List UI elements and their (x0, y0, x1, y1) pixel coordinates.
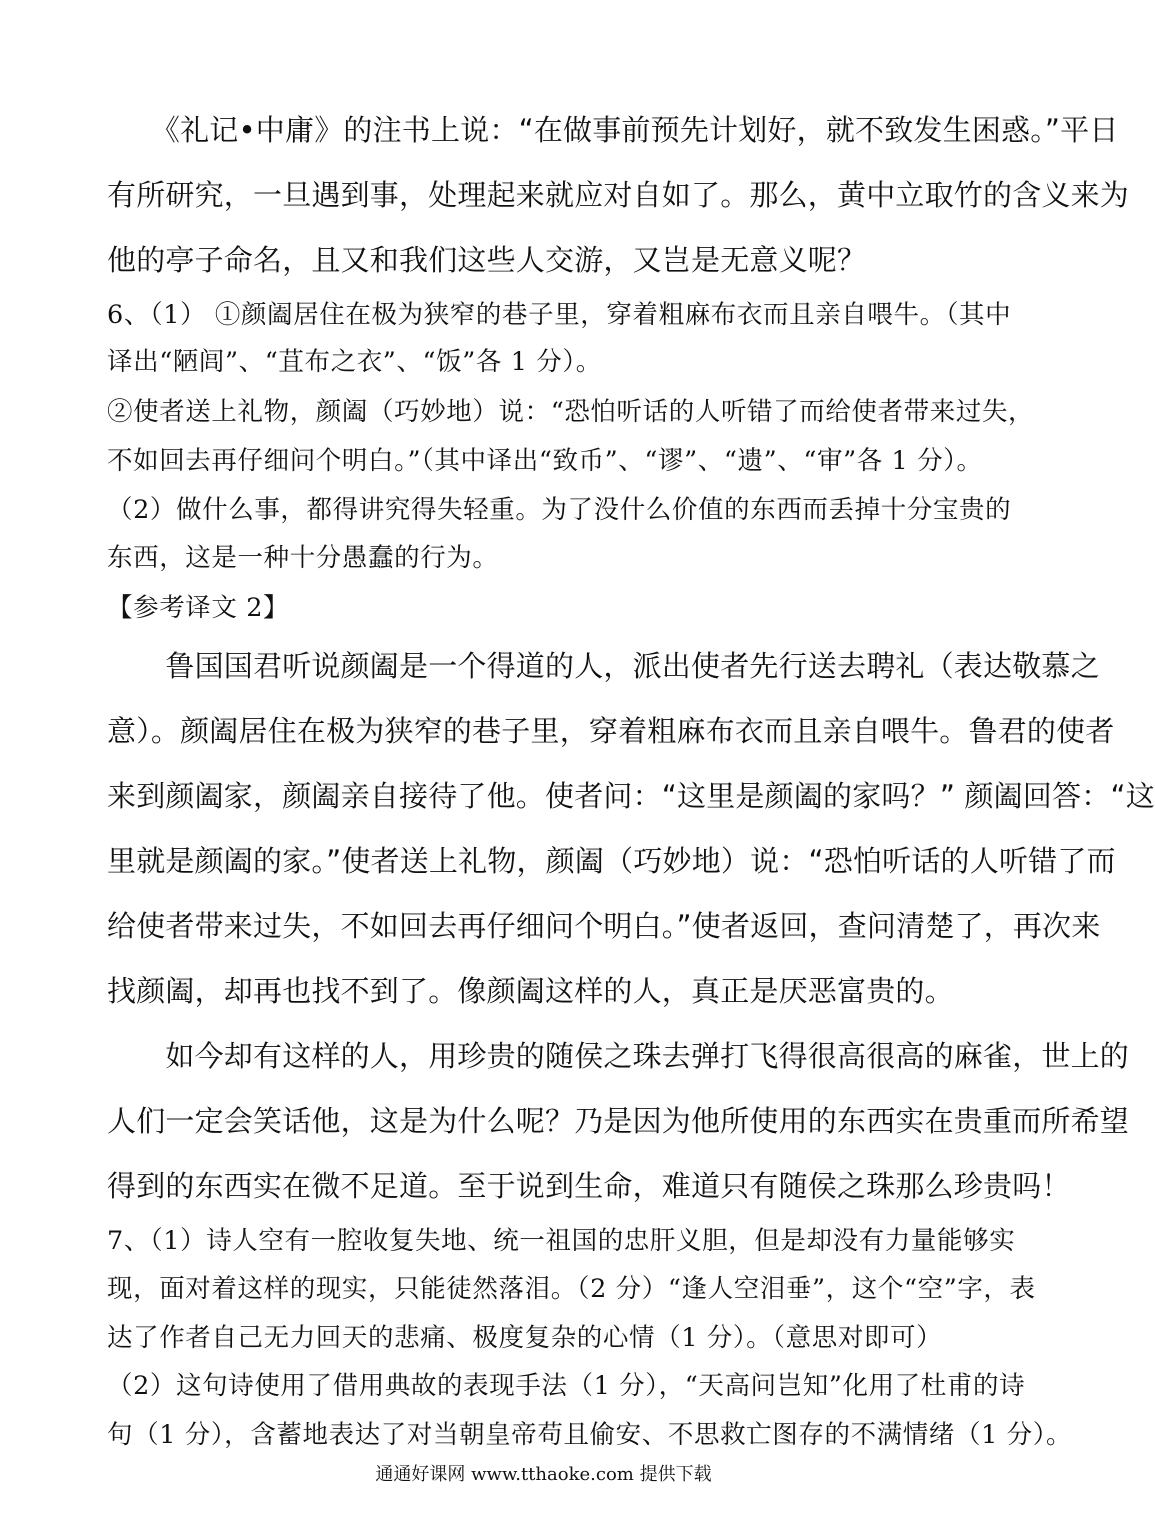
text-line: 人们一定会笑话他，这是为什么呢？乃是因为他所使用的东西实在贵重而所希望 (107, 1104, 1130, 1138)
text-line: （2）做什么事，都得讲究得失轻重。为了没什么价值的东西而丢掉十分宝贵的 (107, 495, 1012, 525)
text-line: 里就是颜阖的家。”使者送上礼物，颜阖（巧妙地）说：“恐怕听话的人听错了而 (107, 844, 1116, 878)
text-line: 得到的东西实在微不足道。至于说到生命，难道只有随侯之珠那么珍贵吗！ (107, 1169, 1071, 1203)
text-line: 译出“陋闾”、“苴布之衣”、“饭”各 1 分）。 (107, 347, 602, 377)
text-line: 句（1 分），含蓄地表达了对当朝皇帝苟且偷安、不思救亡图存的不满情绪（1 分）。 (107, 1420, 1073, 1450)
text-line: 找颜阖，却再也找不到了。像颜阖这样的人，真正是厌恶富贵的。 (107, 974, 954, 1008)
text-line: 6、（1） ①颜阖居住在极为狭窄的巷子里，穿着粗麻布衣而且亲自喂牛。（其中 (107, 300, 1012, 330)
section-heading: 【参考译文 2】 (107, 593, 290, 623)
text-line: 《礼记•中庸》的注书上说：“在做事前预先计划好，就不致发生困惑。”平日 (107, 113, 1119, 147)
text-line: 7、（1）诗人空有一腔收复失地、统一祖国的忠肝义胆，但是却没有力量能够实 (107, 1226, 1016, 1256)
text-line: 现，面对着这样的现实，只能徒然落泪。（2 分）“逢人空泪垂”，这个“空”字，表 (107, 1274, 1036, 1304)
text-line: 不如回去再仔细问个明白。”（其中译出“致币”、“谬”、“遗”、“审”各 1 分）。 (107, 446, 983, 476)
text-line: （2）这句诗使用了借用典故的表现手法（1 分），“天高问岂知”化用了杜甫的诗 (107, 1371, 1026, 1401)
page-footer: 通通好课网 www.tthaoke.com 提供下载 (375, 1464, 712, 1485)
text-line: 达了作者自己无力回天的悲痛、极度复杂的心情（1 分）。（意思对即可） (107, 1323, 943, 1353)
text-line: 东西，这是一种十分愚蠢的行为。 (107, 543, 499, 573)
text-line: 来到颜阖家，颜阖亲自接待了他。使者问：“这里是颜阖的家吗？” 颜阖回答：“这 (107, 779, 1155, 813)
text-line: 他的亭子命名，且又和我们这些人交游，又岂是无意义呢？ (107, 243, 867, 277)
text-line: 如今却有这样的人，用珍贵的随侯之珠去弹打飞得很高很高的麻雀，世上的 (107, 1039, 1130, 1073)
text-line: 鲁国国君听说颜阖是一个得道的人，派出使者先行送去聘礼（表达敬慕之 (107, 649, 1100, 683)
text-line: 意）。颜阖居住在极为狭窄的巷子里，穿着粗麻布衣而且亲自喂牛。鲁君的使者 (107, 714, 1115, 748)
text-line: 有所研究，一旦遇到事，处理起来就应对自如了。那么，黄中立取竹的含义来为 (107, 178, 1130, 212)
text-line: 给使者带来过失，不如回去再仔细问个明白。”使者返回，查问清楚了，再次来 (107, 909, 1101, 943)
text-line: ②使者送上礼物，颜阖（巧妙地）说：“恐怕听话的人听错了而给使者带来过失， (107, 397, 1035, 427)
